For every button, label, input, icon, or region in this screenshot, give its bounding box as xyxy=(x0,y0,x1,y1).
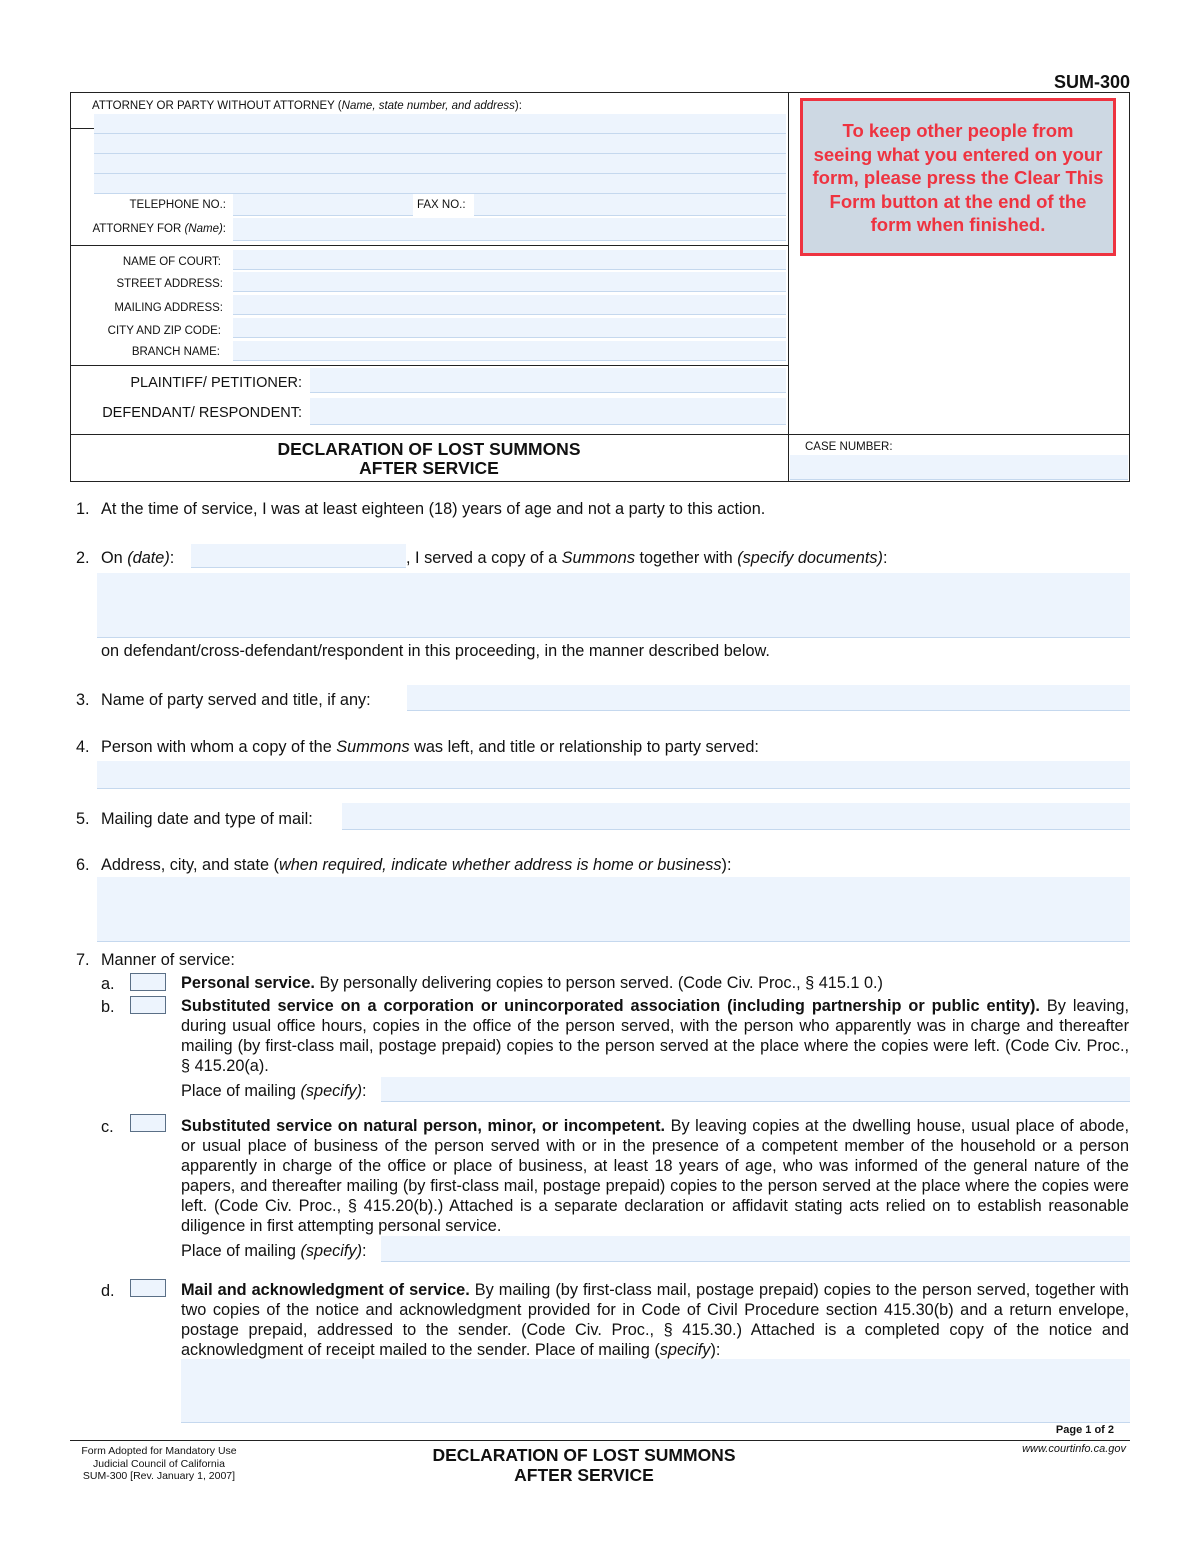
court-name-label: NAME OF COURT: xyxy=(122,256,221,268)
substituted-natural-checkbox[interactable] xyxy=(130,1114,166,1132)
item-2-date-label: On (date): xyxy=(101,549,175,567)
attorney-label: ATTORNEY OR PARTY WITHOUT ATTORNEY (Name, state number, and address): xyxy=(92,100,522,112)
city-zip-field[interactable] xyxy=(233,318,786,338)
telephone-label: TELEPHONE NO.: xyxy=(129,199,226,211)
item-3-number: 3. xyxy=(76,691,90,709)
item-7a-text: Personal service. By personally delivering copies to person served. (Code Civ. Proc., § 415.1 0.) xyxy=(181,974,883,992)
defendant-label: DEFENDANT/ RESPONDENT: xyxy=(102,405,302,421)
plaintiff-label: PLAINTIFF/ PETITIONER: xyxy=(130,375,302,391)
case-number-field[interactable] xyxy=(790,455,1128,480)
service-date-field[interactable] xyxy=(191,544,406,568)
item-2-number: 2. xyxy=(76,549,90,567)
item-7c-letter: c. xyxy=(101,1118,114,1136)
footer-title: DECLARATION OF LOST SUMMONS AFTER SERVICE xyxy=(432,1445,736,1485)
item-5-text: Mailing date and type of mail: xyxy=(101,810,313,828)
form-number: SUM-300 xyxy=(1053,72,1130,92)
item-7-number: 7. xyxy=(76,951,90,969)
place-of-mailing-c-field[interactable] xyxy=(381,1236,1130,1262)
branch-name-field[interactable] xyxy=(233,341,786,361)
item-7b-place-label: Place of mailing (specify): xyxy=(181,1082,367,1100)
fax-field[interactable] xyxy=(474,194,786,216)
place-of-mailing-d-field[interactable] xyxy=(181,1359,1130,1423)
item-1-number: 1. xyxy=(76,500,90,518)
personal-service-checkbox[interactable] xyxy=(130,973,166,991)
branch-name-label: BRANCH NAME: xyxy=(131,346,220,358)
footer-adoption: Form Adopted for Mandatory Use Judicial Council of California SUM-300 [Rev. January 1, 2007] xyxy=(81,1445,237,1482)
case-number-label: CASE NUMBER: xyxy=(805,441,893,453)
attorney-name-field-3[interactable] xyxy=(94,154,786,174)
item-2-served-text: , I served a copy of a Summons together with (specify documents): xyxy=(406,549,888,567)
city-zip-label: CITY AND ZIP CODE: xyxy=(107,325,221,337)
item-7b-letter: b. xyxy=(101,998,115,1016)
mailing-address-label: MAILING ADDRESS: xyxy=(114,302,223,314)
defendant-field[interactable] xyxy=(310,398,786,425)
item-7-text: Manner of service: xyxy=(101,951,235,969)
item-7b-text: Substituted service on a corporation or unincorporated association (including partnership or public entity). By leaving, during usual office hours, copies in the office of the person served, with the person who apparently was in charge and thereafter mailing (by first-class mail, postage prepaid) copies to the person served at the place where the copies were left. (Code Civ. Proc., § 415.20(a). xyxy=(181,997,1129,1075)
page-number: Page 1 of 2 xyxy=(1055,1424,1114,1436)
street-address-field[interactable] xyxy=(233,272,786,292)
item-4-text: Person with whom a copy of the Summons was left, and title or relationship to party served: xyxy=(101,738,759,756)
telephone-field[interactable] xyxy=(233,194,413,216)
item-6-number: 6. xyxy=(76,856,90,874)
item-4-number: 4. xyxy=(76,738,90,756)
street-address-label: STREET ADDRESS: xyxy=(116,278,223,290)
mailing-address-field[interactable] xyxy=(233,295,786,315)
attorney-for-label: ATTORNEY FOR (Name): xyxy=(92,223,226,235)
item-7c-text: Substituted service on natural person, minor, or incompetent. By leaving copies at the dwelling house, usual place of abode, or usual place of business of the person served with or in the presence of a competent member of the household or a person apparently in charge of the office or place of business, at least 18 years of age, who was informed of the general nature of the papers, and thereafter mailing (by first-class mail, postage prepaid) copies to the person served at the place where the copies were left. (Code Civ. Proc., § 415.20(b).) Attached is a separate declaration or affidavit stating acts relied on to establish reasonable diligence in first attempting personal service. xyxy=(181,1117,1130,1235)
address-field[interactable] xyxy=(97,877,1130,942)
item-2-after-text: on defendant/cross-defendant/respondent in this proceeding, in the manner described below. xyxy=(101,642,770,660)
header-title: DECLARATION OF LOST SUMMONS AFTER SERVICE xyxy=(277,439,581,478)
footer-website[interactable]: www.courtinfo.ca.gov xyxy=(1022,1443,1126,1455)
item-5-number: 5. xyxy=(76,810,90,828)
attorney-name-field-2[interactable] xyxy=(94,134,786,154)
fax-label: FAX NO.: xyxy=(417,199,466,211)
item-3-text: Name of party served and title, if any: xyxy=(101,691,371,709)
party-served-field[interactable] xyxy=(407,685,1130,711)
item-6-text: Address, city, and state (when required, indicate whether address is home or business): xyxy=(101,856,732,874)
documents-field[interactable] xyxy=(97,573,1130,638)
substituted-corp-checkbox[interactable] xyxy=(130,996,166,1014)
privacy-notice-text: To keep other people from seeing what you entered on your form, please press the Clear This Form button at the end of the form when finished. xyxy=(812,120,1104,235)
item-7a-letter: a. xyxy=(101,975,115,993)
item-7d-text: Mail and acknowledgment of service. By mailing (by first-class mail, postage prepaid) copies to the person served, together with two copies of the notice and acknowledgment provided for in Code of Civil Procedure section 415.30(b) and a return envelope, postage prepaid, addressed to the sender. (Code Civ. Proc., § 415.30.) Attached is a completed copy of the notice and acknowledgment of receipt mailed to the sender. Place of mailing (specify): xyxy=(181,1281,1129,1359)
item-7d-letter: d. xyxy=(101,1282,115,1300)
attorney-for-field[interactable] xyxy=(233,218,786,241)
attorney-name-field-1[interactable] xyxy=(94,114,786,134)
plaintiff-field[interactable] xyxy=(310,368,786,393)
mail-acknowledgment-checkbox[interactable] xyxy=(130,1279,166,1297)
place-of-mailing-b-field[interactable] xyxy=(381,1077,1130,1102)
mailing-date-field[interactable] xyxy=(342,803,1130,830)
item-7c-place-label: Place of mailing (specify): xyxy=(181,1242,367,1260)
attorney-name-field-4[interactable] xyxy=(94,174,786,194)
privacy-notice xyxy=(800,98,1116,256)
person-left-with-field[interactable] xyxy=(97,761,1130,789)
court-name-field[interactable] xyxy=(233,250,786,270)
item-1-text: At the time of service, I was at least eighteen (18) years of age and not a party to this action. xyxy=(101,500,766,518)
